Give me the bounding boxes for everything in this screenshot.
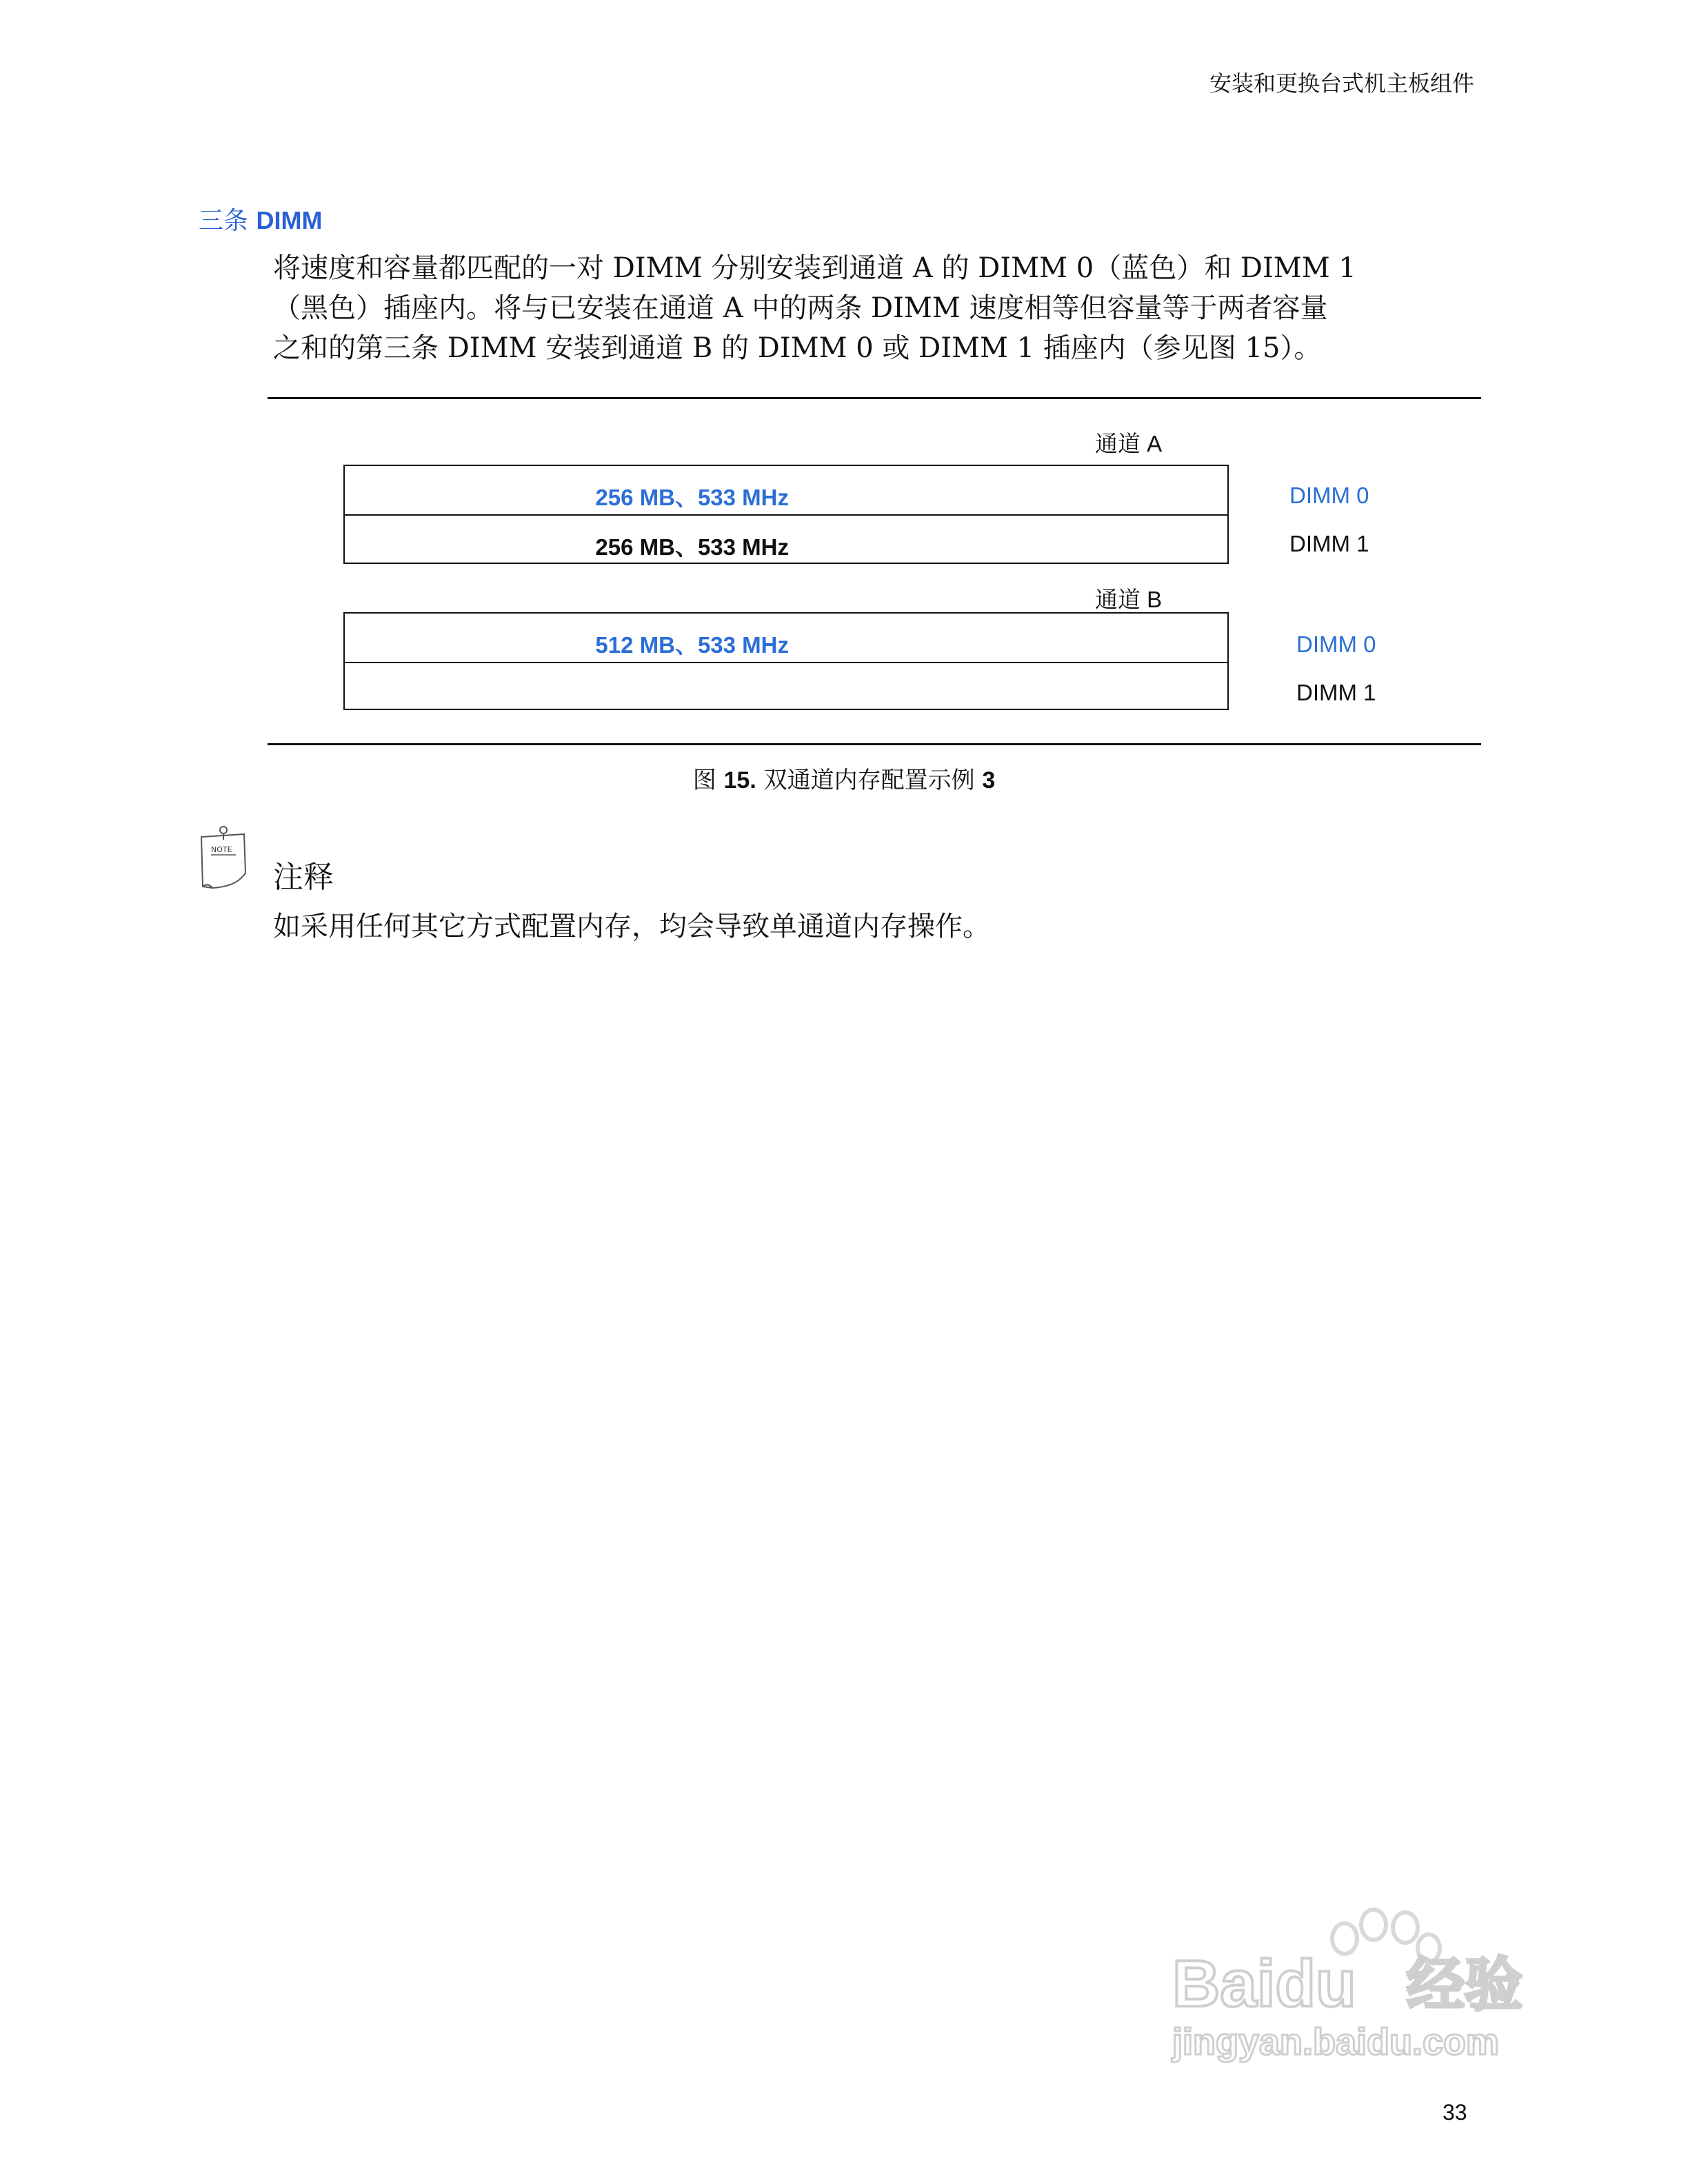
section-title <box>199 201 322 236</box>
channel-a-slot-group <box>343 465 1229 564</box>
watermark-product: 经验 <box>1407 1951 1523 2019</box>
section-title-bold: DIMM <box>256 206 323 234</box>
figure-caption <box>0 761 1688 795</box>
channel-b-dimm0-slot <box>345 614 1227 662</box>
channel-b-dimm0-label: DIMM 0 <box>1296 631 1376 657</box>
channel-a-dimm1-slot <box>345 514 1227 563</box>
running-header: 安装和更换台式机主板组件 <box>1209 70 1474 97</box>
body-paragraph <box>273 248 1459 368</box>
paragraph-line: 之和的第三条 DIMM 安装到通道 B 的 DIMM 0 或 DIMM 1 插座内（参见图 15）。 <box>273 332 1322 364</box>
channel-a-dimm0-slot <box>345 466 1227 514</box>
channel-a-dimm0-label: DIMM 0 <box>1289 483 1369 508</box>
caption-suffix: 3 <box>982 767 996 793</box>
watermark-url: jingyan.baidu.com <box>1172 2021 1500 2063</box>
slot-memory-spec: 256 MB、533 MHz <box>595 534 789 560</box>
caption-number: 15. <box>723 767 756 793</box>
channel-a-label: 通道 A <box>1095 431 1163 456</box>
note-body: 如采用任何其它方式配置内存，均会导致单通道内存操作。 <box>273 911 990 942</box>
page-number: 33 <box>1443 2100 1467 2125</box>
channel-b-dimm1-slot <box>345 662 1227 709</box>
channel-b-dimm1-label: DIMM 1 <box>1296 680 1376 705</box>
paragraph-line: 将速度和容量都匹配的一对 DIMM 分别安装到通道 A 的 DIMM 0（蓝色）和 DIMM 1 <box>273 252 1356 284</box>
channel-a-dimm1-label: DIMM 1 <box>1289 531 1369 556</box>
section-title-prefix: 三条 <box>199 207 257 235</box>
watermark-brand: Baidu <box>1172 1947 1356 2021</box>
note-pin-icon <box>196 825 254 893</box>
note-icon-text: NOTE <box>211 845 232 854</box>
slot-memory-spec: 512 MB、533 MHz <box>595 632 789 658</box>
note-title: 注释 <box>273 860 334 895</box>
figure-bottom-rule <box>268 743 1481 745</box>
paragraph-line: （黑色）插座内。将与已安装在通道 A 中的两条 DIMM 速度相等但容量等于两者容量 <box>273 292 1328 324</box>
baidu-watermark-logo <box>1117 1889 1600 2068</box>
channel-b-slot-group <box>343 612 1229 710</box>
caption-text: 双通道内存配置示例 <box>756 767 983 794</box>
figure-top-rule <box>268 397 1481 399</box>
channel-b-label: 通道 B <box>1095 587 1163 612</box>
caption-prefix: 图 <box>692 767 724 794</box>
slot-memory-spec: 256 MB、533 MHz <box>595 485 789 510</box>
